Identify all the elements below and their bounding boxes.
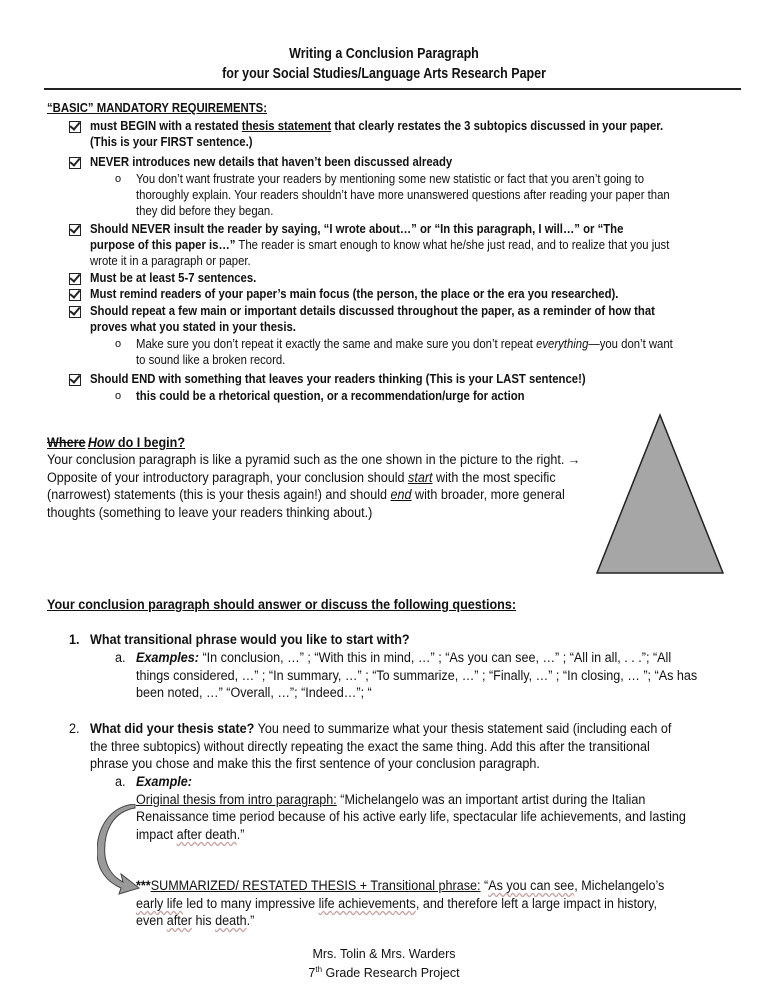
checkbox-icon xyxy=(69,157,81,169)
question-2-number: 2. xyxy=(69,721,80,736)
question-2-line1: What did your thesis state? You need to summarize what your thesis statement said (including each of xyxy=(90,721,672,736)
requirements-heading: “BASIC” MANDATORY REQUIREMENTS: xyxy=(47,101,267,115)
requirement-1-line1: must BEGIN with a restated thesis statement that clearly restates the 3 subtopics discussed in your paper. xyxy=(90,119,664,133)
bullet-circle-icon: o xyxy=(115,173,122,185)
checkbox-icon xyxy=(69,273,81,285)
original-thesis-line2: Renaissance time period because of his active early life, spectacular life achievements, and lasting xyxy=(136,809,686,824)
title-rule xyxy=(44,88,741,90)
question-2-line3: phrase you chose and make this the first sentence of your conclusion paragraph. xyxy=(90,756,540,771)
requirement-7-sub: this could be a rhetorical question, or a recommendation/urge for action xyxy=(136,389,525,403)
requirement-3-line2: purpose of this paper is…” The reader is smart enough to know what he/she just read, and to realize that you just xyxy=(90,238,670,252)
question-1: What transitional phrase would you like to start with? xyxy=(90,632,410,647)
question-2a-label: a. xyxy=(115,774,126,789)
begin-line4: thoughts (something to leave your readers thinking about.) xyxy=(47,505,373,520)
pyramid-triangle xyxy=(594,412,726,576)
question-1-number: 1. xyxy=(69,632,80,647)
question-2a-example: Example: xyxy=(136,774,192,789)
checkbox-icon xyxy=(69,289,81,301)
requirement-1-line2: (This is your FIRST sentence.) xyxy=(90,135,253,149)
checkbox-icon xyxy=(69,224,81,236)
begin-line2: Opposite of your introductory paragraph, your conclusion should start with the most specific xyxy=(47,470,556,485)
requirement-5: Must remind readers of your paper’s main focus (the person, the place or the era you researched). xyxy=(90,287,619,301)
requirement-6-line2: proves what you stated in your thesis. xyxy=(90,320,296,334)
question-1a-line2: things considered, …” ; “In summary, …” ; “To summarize, …” ; “Finally, …” ; “In closing, … ”; “As has xyxy=(136,668,698,683)
begin-line1: Your conclusion paragraph is like a pyramid such as the one shown in the picture to the right. → xyxy=(47,452,581,467)
requirement-6-sub-line2: to sound like a broken record. xyxy=(136,353,286,367)
requirement-2-sub-line3: they did before they began. xyxy=(136,204,274,218)
document-title-line1: Writing a Conclusion Paragraph xyxy=(289,46,479,62)
question-1a-line1: Examples: “In conclusion, …” ; “With this in mind, …” ; “As you can see, …” ; “All in all, . . .”; “All xyxy=(136,650,672,665)
restated-thesis-line2: early life led to many impressive life achievements, and therefore left a large impact in history, xyxy=(136,896,658,911)
requirement-6-line1: Should repeat a few main or important details discussed throughout the paper, as a reminder of how that xyxy=(90,304,655,318)
original-thesis-line3: impact after death.” xyxy=(136,827,245,842)
checkbox-icon xyxy=(69,121,81,133)
original-thesis-line1: Original thesis from intro paragraph: “Michelangelo was an important artist during the Italian xyxy=(136,792,646,807)
question-2-line2: the three subtopics) without directly repeating the exact the same thing. Add this after the transitional xyxy=(90,739,650,754)
question-1a-label: a. xyxy=(115,650,126,665)
requirement-6-sub-line1: Make sure you don’t repeat it exactly the same and make sure you don’t repeat everything—you don’t want xyxy=(136,337,673,351)
restated-thesis-line3: even after his death.” xyxy=(136,913,255,928)
bullet-circle-icon: o xyxy=(115,390,122,402)
requirement-2-sub-line1: You don’t want frustrate your readers by mentioning some new statistic or fact that you aren’t going to xyxy=(136,172,645,186)
question-1a-line3: been noted, …” “Overall, …”; “Indeed…”; “ xyxy=(136,685,372,700)
footer-line2: 7th Grade Research Project xyxy=(308,965,460,981)
checkbox-icon xyxy=(69,374,81,386)
checkbox-icon xyxy=(69,306,81,318)
begin-heading: Where How do I begin? xyxy=(47,435,186,450)
requirement-2: NEVER introduces new details that haven’t been discussed already xyxy=(90,155,453,169)
restated-thesis-line1: ***SUMMARIZED/ RESTATED THESIS + Transitional phrase: “As you can see, Michelangelo’s xyxy=(136,878,665,893)
requirement-7: Should END with something that leaves your readers thinking (This is your LAST sentence!) xyxy=(90,372,586,386)
requirement-4: Must be at least 5-7 sentences. xyxy=(90,271,257,285)
requirement-3-line1: Should NEVER insult the reader by saying, “I wrote about…” or “In this paragraph, I will…” or “The xyxy=(90,222,624,236)
document-title-line2: for your Social Studies/Language Arts Research Paper xyxy=(222,66,546,82)
questions-heading: Your conclusion paragraph should answer or discuss the following questions: xyxy=(47,597,517,612)
begin-line3: (narrowest) statements (this is your thesis again!) and should end with broader, more general xyxy=(47,487,565,502)
requirement-3-line3: wrote it in a paragraph or paper. xyxy=(90,254,251,268)
requirement-2-sub-line2: thoroughly explain. Your readers shouldn’t have more unanswered questions after reading your paper than xyxy=(136,188,670,202)
footer-line1: Mrs. Tolin & Mrs. Warders xyxy=(312,947,456,961)
bullet-circle-icon: o xyxy=(115,338,122,350)
